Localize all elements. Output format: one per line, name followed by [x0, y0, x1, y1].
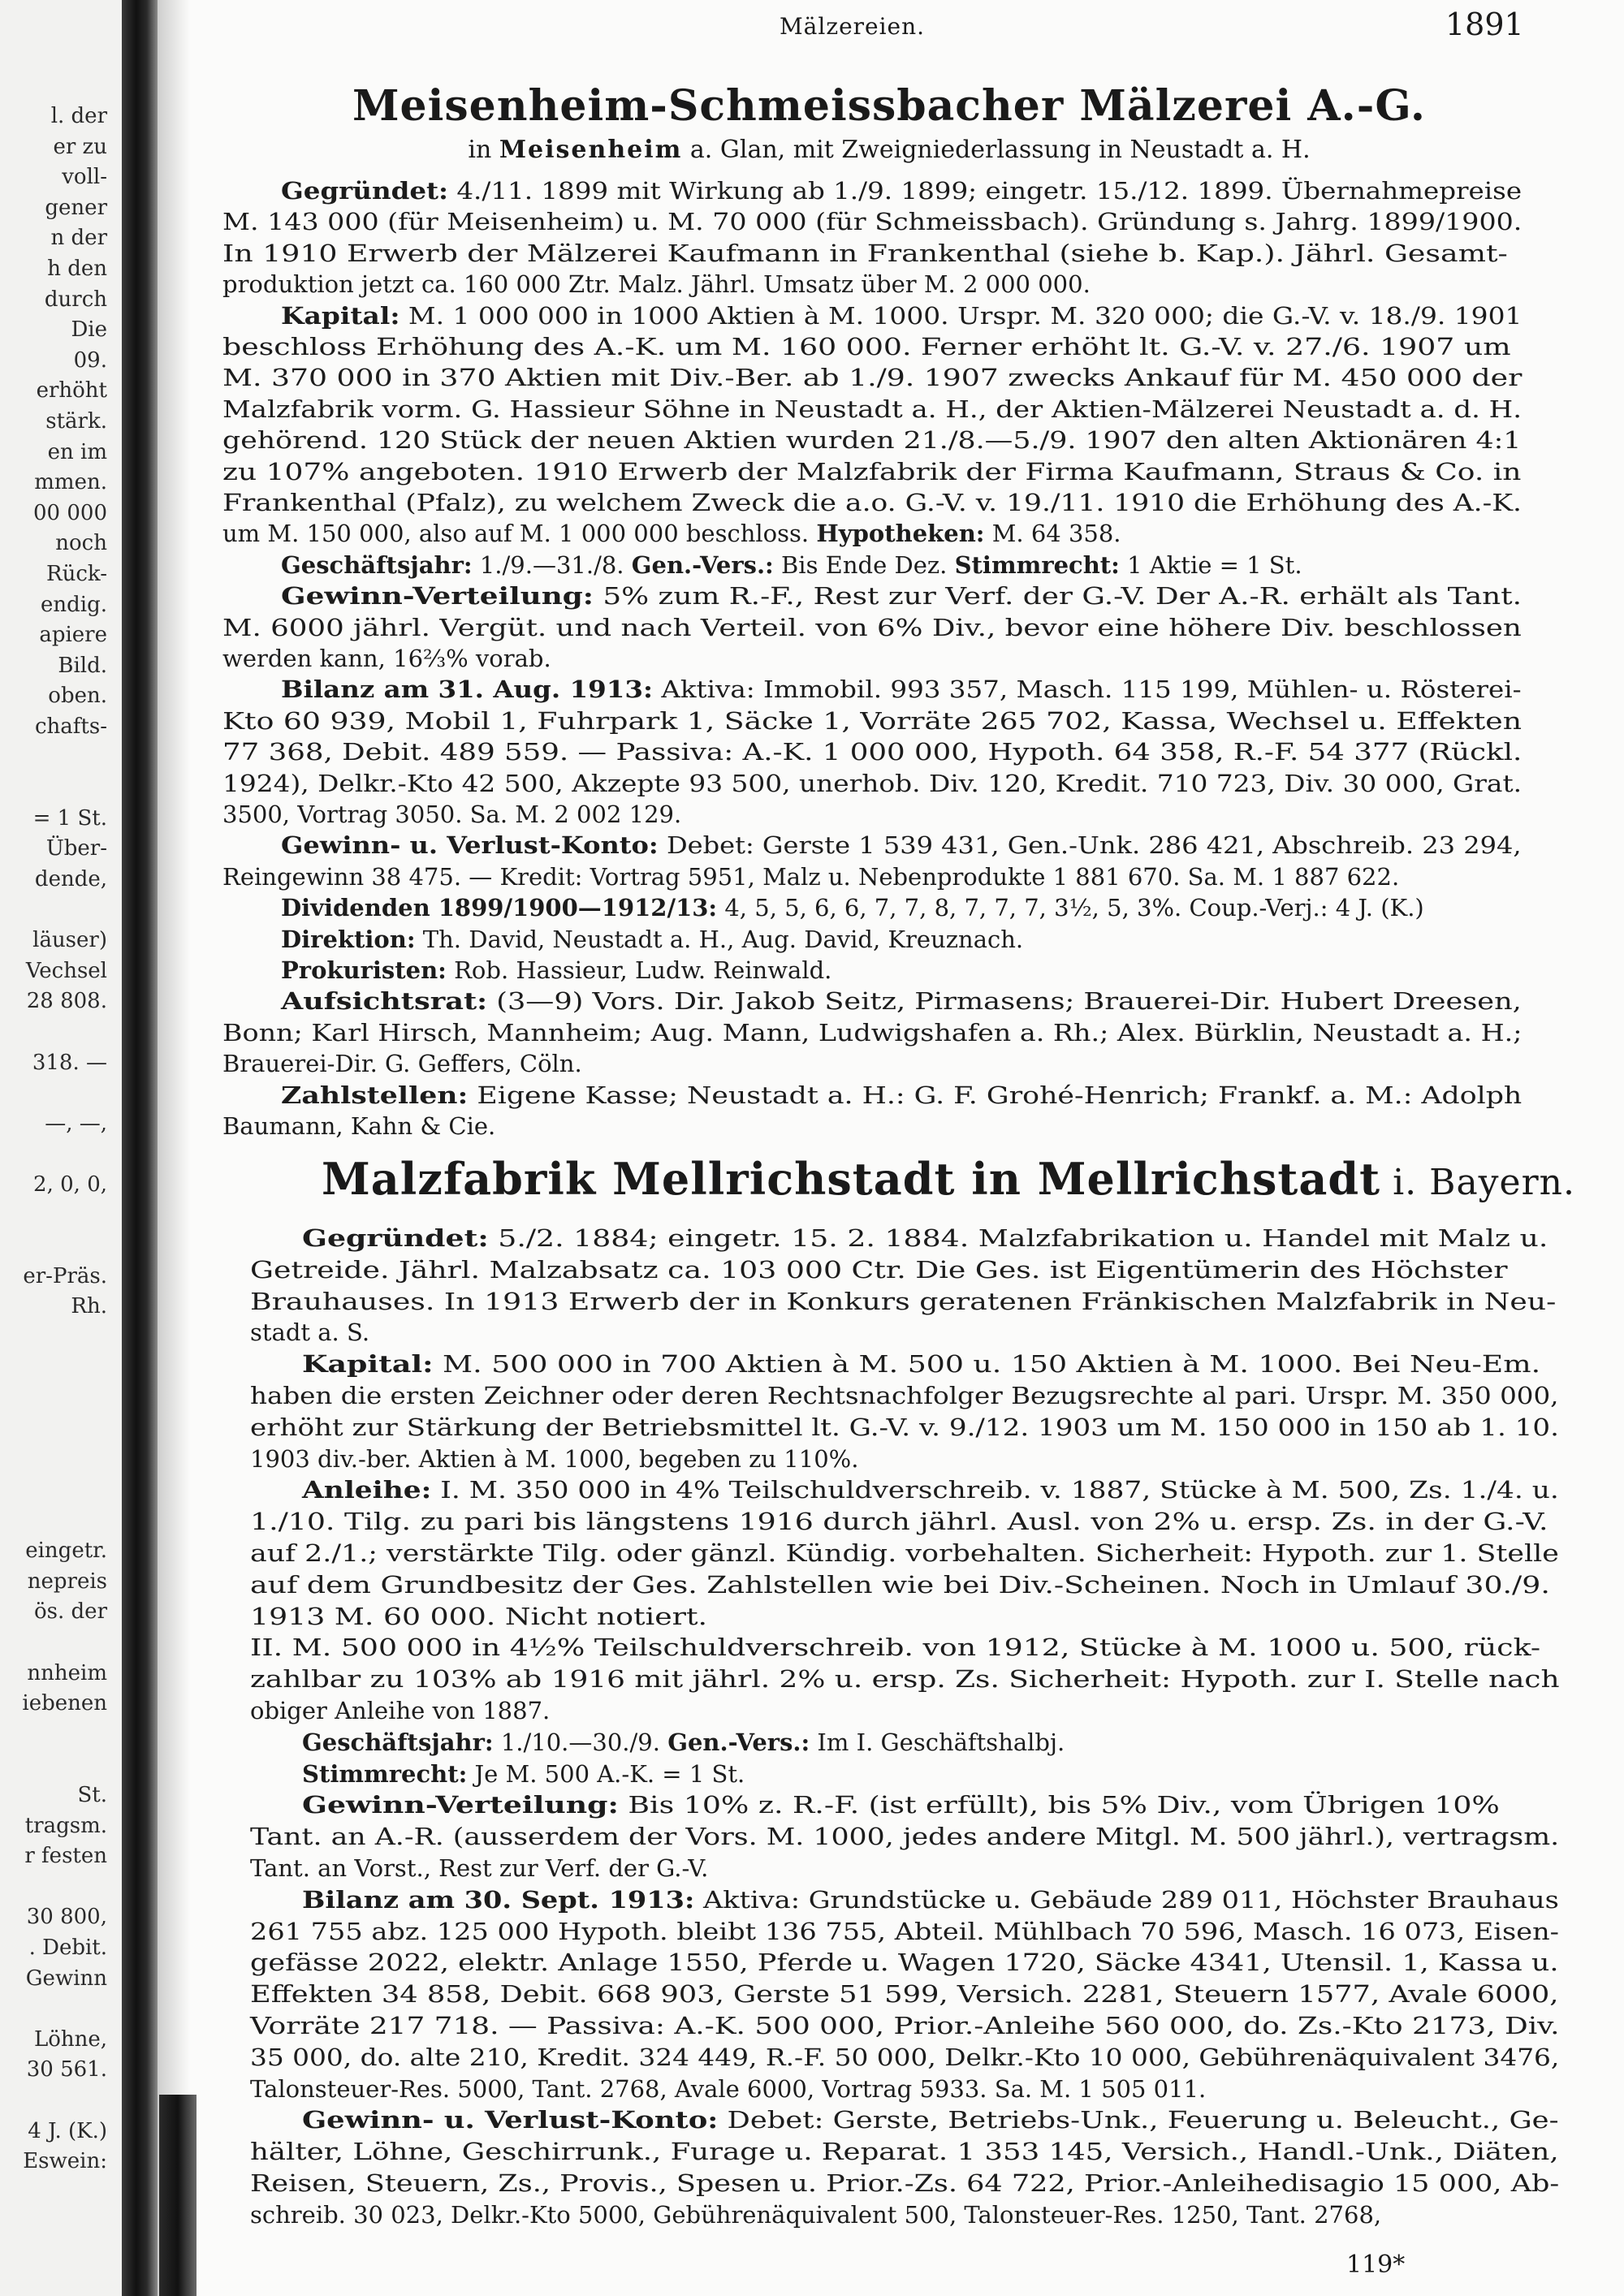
text-line [222, 707, 1522, 735]
field-label: Anleihe: [302, 1476, 432, 1504]
field-label: Gen.-Vers.: [667, 1728, 810, 1756]
field-text: Tant. an Vorst., Rest zur Verf. der G.-V. [250, 1854, 709, 1882]
text-line [222, 395, 1522, 423]
text-line [250, 1634, 1540, 1661]
field-label: Bilanz am 30. Sept. 1913: [302, 1885, 695, 1914]
previous-page-fragment: voll- [62, 165, 107, 190]
text-line [250, 2044, 1559, 2071]
previous-page-fragment: r festen [24, 1844, 107, 1869]
field-text: M. 6000 jährl. Vergüt. und nach Verteil. von 6% Div., bevor eine höhere Div. beschlossen [222, 613, 1522, 641]
field-text: Reingewinn 38 475. — Kredit: Vortrag 5951, Malz u. Nebenprodukte 1 881 670. Sa. M. 1 887 622. [222, 862, 1400, 891]
previous-page-fragment: endig. [41, 592, 107, 617]
field-text: M. 370 000 in 370 Aktien mit Div.-Ber. ab 1./9. 1907 zwecks Ankauf für M. 450 000 der [222, 364, 1522, 392]
text-line [250, 1539, 1559, 1567]
text-line [250, 1980, 1558, 2008]
field-label: Direktion: [281, 925, 416, 953]
field-label: Kapital: [302, 1350, 434, 1379]
text-line [250, 2012, 1560, 2039]
field-text: Je M. 500 A.-K. = 1 St. [467, 1759, 745, 1788]
text-line [250, 1288, 1556, 1315]
text-line [250, 1665, 1560, 1693]
field-text: 261 755 abz. 125 000 Hypoth. bleibt 136 755, Abteil. Mühlbach 70 596, Masch. 16 073, Eisen- [250, 1917, 1560, 1945]
field-text: M. 1 000 000 in 1000 Aktien à M. 1000. Urspr. M. 320 000; die G.-V. v. 18./9. 1901 [400, 301, 1522, 330]
field-text: Rob. Hassieur, Ludw. Reinwald. [446, 956, 832, 984]
previous-page-fragment: stärk. [45, 409, 107, 434]
field-text: zahlbar zu 103% ab 1916 mit jährl. 2% u. ersp. Zs. Sicherheit: Hypoth. zur I. Stelle nach [250, 1665, 1560, 1694]
previous-page-fragment: tragsm. [24, 1813, 107, 1838]
previous-page-fragment: h den [47, 257, 107, 281]
previous-page-fragment: 28 808. [26, 989, 107, 1014]
previous-page-fragment: Bild. [58, 653, 107, 678]
previous-page-fragment: Löhne, [33, 2026, 107, 2052]
previous-page-fragment: dende, [34, 867, 107, 891]
company-title-main: Malzfabrik Mellrichstadt in Mellrichstadt [322, 1153, 1381, 1205]
text-line [281, 675, 1522, 703]
field-text: hälter, Löhne, Geschirrunk., Furage u. Reparat. 1 353 145, Versich., Handl.-Unk., Diäten, [250, 2138, 1559, 2166]
field-text: Th. David, Neustadt a. H., Aug. David, Kreuznach. [415, 925, 1024, 953]
previous-page-fragment: ös. der [34, 1599, 107, 1625]
field-text: M. 64 358. [984, 520, 1121, 548]
previous-page-fragment: 4 J. (K.) [28, 2118, 107, 2143]
text-line [302, 1791, 1500, 1819]
field-text: Getreide. Jährl. Malzabsatz ca. 103 000 Ctr. Die Ges. ist Eigentümerin des Höchster [250, 1255, 1508, 1284]
previous-page-fragment: Rück- [46, 562, 107, 586]
field-text: 4, 5, 5, 6, 6, 7, 7, 8, 7, 7, 7, 3½, 5, 3%. Coup.-Verj.: 4 J. (K.) [717, 894, 1424, 922]
field-text: Aktiva: Grundstücke u. Gebäude 289 011, Höchster Brauhaus [694, 1885, 1559, 1914]
text-line [302, 1224, 1548, 1252]
field-text: schreib. 30 023, Delkr.-Kto 5000, Gebührenäquivalent 500, Talonsteuer-Res. 1250, Tant. 2768, [250, 2200, 1382, 2229]
previous-page-fragment: n der [50, 226, 107, 251]
field-text: (3—9) Vors. Dir. Jakob Seitz, Pirmasens; Brauerei-Dir. Hubert Dreesen, [487, 987, 1522, 1016]
previous-page-fragment: Über- [45, 836, 107, 861]
text-line [222, 489, 1522, 516]
field-text: 5./2. 1884; eingetr. 15. 2. 1884. Malzfabrikation u. Handel mit Malz u. [488, 1224, 1548, 1252]
field-label: Hypotheken: [816, 520, 985, 548]
previous-page-fragment: 30 561. [26, 2057, 107, 2082]
text-line [281, 551, 1302, 579]
field-text: Aktiva: Immobil. 993 357, Masch. 115 199, Mühlen- u. Rösterei- [653, 675, 1522, 704]
page-number: 1891 [1445, 6, 1524, 42]
previous-page-fragment: St. [77, 1783, 107, 1807]
field-text: werden kann, 16⅔% vorab. [222, 645, 551, 672]
previous-page-fragment: 2, 0, 0, [33, 1172, 107, 1197]
previous-page-fragment: Gewinn [25, 1966, 107, 1991]
field-text: gehörend. 120 Stück der neuen Aktien wurden 21./8.—5./9. 1907 den alten Aktionären 4:1 [222, 426, 1522, 455]
field-text: 4./11. 1899 mit Wirkung ab 1./9. 1899; eingetr. 15./12. 1899. Übernahmepreise [448, 177, 1522, 205]
book-spine-shadow [122, 0, 158, 2296]
field-text: beschloss Erhöhung des A.-K. um M. 160 000. Ferner erhöht lt. G.-V. v. 27./6. 1907 um [222, 333, 1511, 360]
field-label: Aufsichtsrat: [281, 987, 488, 1016]
field-label: Prokuristen: [281, 956, 447, 984]
running-title: Mälzereien. [780, 13, 926, 40]
previous-page-fragment: en im [47, 439, 107, 464]
text-line [302, 1476, 1559, 1504]
text-line [250, 1256, 1508, 1284]
text-line [250, 1445, 858, 1473]
previous-page-fragment: läuser) [32, 928, 107, 953]
previous-page-fragment: gener [45, 195, 107, 220]
previous-page-fragment: apiere [39, 623, 107, 648]
text-line [250, 1697, 550, 1724]
field-text: Bis 10% z. R.-F. (ist erfüllt), bis 5% Div., vom Übrigen 10% [618, 1791, 1500, 1819]
field-label: Gewinn- u. Verlust-Konto: [302, 2106, 719, 2134]
text-line [222, 801, 681, 828]
text-line [281, 956, 831, 984]
text-line [222, 240, 1508, 267]
field-label: Gegründet: [302, 1224, 489, 1252]
company-title-mellrichstadt [322, 1153, 1624, 1205]
previous-page-fragment: durch [44, 287, 107, 312]
text-line [281, 1081, 1522, 1109]
field-text: I. M. 350 000 in 4% Teilschuldverschreib. v. 1887, Stücke à M. 500, Zs. 1./4. u. [431, 1476, 1559, 1504]
field-text: Tant. an A.-R. (ausserdem der Vors. M. 1000, jedes andere Mitgl. M. 500 jährl.), vertragsm. [250, 1823, 1560, 1851]
field-text: gefässe 2022, elektr. Anlage 1550, Pferde u. Wagen 1720, Säcke 4341, Utensil. 1, Kassa u. [250, 1949, 1559, 1977]
previous-page-fragment: mmen. [34, 470, 107, 495]
text-line [222, 863, 1399, 891]
field-label: Stimmrecht: [954, 550, 1120, 579]
previous-page-fragment: nepreis [27, 1569, 107, 1594]
text-line [222, 738, 1522, 766]
field-text: Eigene Kasse; Neustadt a. H.: G. F. Grohé-Henrich; Frankf. a. M.: Adolph [468, 1081, 1522, 1109]
location-prefix: in [468, 136, 492, 164]
field-text: 3500, Vortrag 3050. Sa. M. 2 002 129. [222, 801, 682, 828]
text-line [222, 333, 1511, 360]
text-line [222, 520, 1121, 547]
field-text: haben die ersten Zeichner oder deren Rechtsnachfolger Bezugsrechte al pari. Urspr. M. 350 000, [250, 1382, 1559, 1409]
text-line [250, 1413, 1559, 1441]
text-line [222, 770, 1522, 797]
text-line [250, 1318, 369, 1346]
field-text: M. 500 000 in 700 Aktien à M. 500 u. 150 Aktien à M. 1000. Bei Neu-Em. [433, 1350, 1541, 1379]
field-label: Geschäftsjahr: [281, 550, 473, 579]
field-text: In 1910 Erwerb der Mälzerei Kaufmann in Frankenthal (siehe b. Kap.). Jährl. Gesamt- [222, 239, 1508, 267]
text-line [250, 1918, 1559, 1945]
text-line [281, 302, 1522, 330]
text-line [222, 364, 1522, 391]
field-text: Kto 60 939, Mobil 1, Fuhrpark 1, Säcke 1, Vorräte 265 702, Kassa, Wechsel u. Effekten [222, 706, 1522, 735]
field-text: Bis Ende Dez. [773, 550, 955, 579]
field-label: Gen.-Vers.: [631, 550, 774, 579]
field-text: um M. 150 000, also auf M. 1 000 000 beschloss. [222, 520, 817, 548]
field-label: Gegründet: [281, 177, 449, 205]
previous-page-fragment: 00 000 [33, 500, 107, 525]
text-line [302, 1760, 745, 1788]
previous-page-fragment: chafts- [34, 714, 107, 739]
signature-mark: 119* [1346, 2251, 1406, 2279]
field-label: Dividenden 1899/1900—1912/13: [281, 894, 718, 922]
text-line [250, 1571, 1550, 1599]
previous-page-fragment: Die [71, 317, 107, 343]
text-line [222, 426, 1521, 454]
text-line [250, 1508, 1548, 1535]
text-line [222, 1050, 582, 1077]
text-line [222, 1112, 495, 1140]
previous-page-fragment: Eswein: [23, 2149, 107, 2174]
previous-page-fragment: = 1 St. [32, 805, 107, 831]
text-line [281, 177, 1522, 205]
text-line [281, 926, 1023, 953]
field-text: Frankenthal (Pfalz), zu welchem Zweck die a.o. G.-V. v. 19./11. 1910 die Erhöhung des A.-K. [222, 489, 1522, 516]
field-text: stadt a. S. [250, 1318, 370, 1347]
text-line [250, 1823, 1559, 1850]
field-text: Baumann, Kahn & Cie. [222, 1112, 496, 1140]
text-line [250, 2138, 1559, 2165]
text-line [222, 1019, 1522, 1047]
previous-page-fragment: nnheim [27, 1660, 107, 1685]
text-line [222, 208, 1522, 235]
text-line [281, 894, 1424, 921]
field-label: Stimmrecht: [302, 1759, 468, 1788]
text-line [250, 2075, 1206, 2103]
field-text: Vorräte 217 718. — Passiva: A.-K. 500 000, Prior.-Anleihe 560 000, do. Zs.-Kto 2173, Div. [250, 2012, 1560, 2039]
field-text: M. 143 000 (für Meisenheim) u. M. 70 000 (für Schmeissbach). Gründung s. Jahrg. 1899/1900. [222, 208, 1522, 236]
text-line [302, 1886, 1559, 1914]
company-title-suffix: i. Bayern. [1380, 1162, 1575, 1203]
field-text: Bonn; Karl Hirsch, Mannheim; Aug. Mann, Ludwigshafen a. Rh.; Alex. Bürklin, Neustadt a. H.; [222, 1018, 1522, 1047]
field-text: auf 2./1.; verstärkte Tilg. oder gänzl. Kündig. vorbehalten. Sicherheit: Hypoth. zur 1. Stelle [250, 1539, 1559, 1567]
field-text: II. M. 500 000 in 4½% Teilschuldverschreib. von 1912, Stücke à M. 1000 u. 500, rück- [250, 1634, 1541, 1662]
field-text: 1./10.—30./9. [493, 1728, 668, 1756]
field-label: Kapital: [281, 301, 400, 330]
company-title-meisenheim: Meisenheim-Schmeissbacher Mälzerei A.-G. [352, 81, 1426, 131]
field-label: Zahlstellen: [281, 1081, 469, 1109]
field-text: 1./10. Tilg. zu pari bis längstens 1916 durch jährl. Ausl. von 2% u. ersp. Zs. in der G.-V. [250, 1508, 1548, 1536]
previous-page-fragment: 09. [73, 347, 107, 373]
field-text: 35 000, do. alte 210, Kredit. 324 449, R.-F. 50 000, Delkr.-Kto 10 000, Gebührenäquivalent 3476, [250, 2043, 1560, 2071]
text-line [250, 2201, 1381, 2229]
text-line [302, 1728, 1065, 1756]
field-text: Effekten 34 858, Debit. 668 903, Gerste 51 599, Versich. 2281, Steuern 1577, Avale 6000, [250, 1980, 1559, 2009]
field-text: Talonsteuer-Res. 5000, Tant. 2768, Avale 6000, Vortrag 5933. Sa. M. 1 505 011. [250, 2074, 1207, 2103]
field-label: Geschäftsjahr: [302, 1728, 494, 1756]
field-text: Brauerei-Dir. G. Geffers, Cöln. [222, 1050, 582, 1078]
previous-page-fragment: iebenen [22, 1691, 107, 1716]
field-text: zu 107% angeboten. 1910 Erwerb der Malzfabrik der Firma Kaufmann, Straus & Co. in [222, 457, 1522, 486]
text-line [281, 987, 1522, 1015]
previous-page-fragment: Vechsel [25, 958, 107, 983]
field-text: Debet: Gerste 1 539 431, Gen.-Unk. 286 421, Abschreib. 23 294, [658, 831, 1522, 860]
field-text: 1913 M. 60 000. Nicht notiert. [250, 1602, 708, 1630]
text-line [281, 831, 1522, 859]
text-line [302, 2106, 1559, 2134]
field-text: 1./9.—31./8. [472, 550, 632, 579]
text-line [222, 614, 1522, 641]
field-label: Gewinn-Verteilung: [281, 582, 594, 611]
text-line [302, 1350, 1540, 1378]
previous-page-fragment: 318. — [32, 1050, 107, 1075]
lower-gutter-shadow [159, 2095, 197, 2296]
field-text: produktion jetzt ca. 160 000 Ztr. Malz. Jährl. Umsatz über M. 2 000 000. [222, 270, 1091, 299]
field-text: erhöht zur Stärkung der Betriebsmittel lt. G.-V. v. 9./12. 1903 um M. 150 000 in 150 ab 1. 10. [250, 1413, 1559, 1441]
text-line [250, 1949, 1559, 1976]
previous-page-fragment: Rh. [71, 1294, 107, 1319]
field-label: Bilanz am 31. Aug. 1913: [281, 675, 654, 704]
previous-page-fragment: —, —, [45, 1111, 107, 1136]
text-line [222, 645, 551, 672]
text-line [250, 1382, 1559, 1409]
text-line [250, 1603, 707, 1630]
text-line [250, 1854, 708, 1882]
gutter-shadow [158, 0, 190, 2296]
previous-page-fragment: l. der [50, 104, 107, 128]
field-text: obiger Anleihe von 1887. [250, 1697, 551, 1724]
field-text: 1903 div.-ber. Aktien à M. 1000, begeben zu 110%. [250, 1444, 859, 1473]
field-label: Gewinn-Verteilung: [302, 1791, 619, 1819]
field-text: 1924), Delkr.-Kto 42 500, Akzepte 93 500, unerhob. Div. 120, Kredit. 710 723, Div. 30 000, Grat. [222, 769, 1522, 797]
previous-page-fragment: 30 800, [26, 1905, 107, 1930]
field-text: auf dem Grundbesitz der Ges. Zahlstellen wie bei Div.-Scheinen. Noch in Umlauf 30./9. [250, 1570, 1550, 1599]
previous-page-fragment: . Debit. [28, 1936, 107, 1960]
field-text: Im I. Geschäftshalbj. [810, 1728, 1065, 1756]
text-line [222, 270, 1091, 298]
field-text: Reisen, Steuern, Zs., Provis., Spesen u. Prior.-Zs. 64 722, Prior.-Anleihedisagio 15 000, Ab- [250, 2169, 1560, 2197]
field-label: Gewinn- u. Verlust-Konto: [281, 831, 659, 860]
field-text: 77 368, Debit. 489 559. — Passiva: A.-K. 1 000 000, Hypoth. 64 358, R.-F. 54 377 (Rückl. [222, 738, 1522, 766]
company-location-meisenheim [219, 136, 1559, 164]
previous-page-fragment: er-Präs. [23, 1263, 107, 1288]
previous-page-fragment: eingetr. [25, 1539, 107, 1564]
location-town: Meisenheim [499, 136, 683, 164]
text-line [281, 582, 1522, 610]
field-text: 5% zum R.-F., Rest zur Verf. der G.-V. Der A.-R. erhält als Tant. [593, 582, 1522, 611]
previous-page-fragment: er zu [53, 134, 107, 159]
previous-page-fragment: erhöht [36, 378, 107, 404]
field-text: 1 Aktie = 1 St. [1119, 550, 1302, 579]
location-suffix: a. Glan, mit Zweigniederlassung in Neustadt a. H. [689, 136, 1311, 164]
field-text: Brauhauses. In 1913 Erwerb der in Konkurs geratenen Fränkischen Malzfabrik in Neu- [250, 1287, 1557, 1315]
previous-page-fragment: noch [55, 531, 107, 556]
field-text: Debet: Gerste, Betriebs-Unk., Feuerung u. Beleucht., Ge- [718, 2106, 1559, 2134]
field-text: Malzfabrik vorm. G. Hassieur Söhne in Neustadt a. H., der Aktien-Mälzerei Neustadt a. d. H. [222, 395, 1522, 423]
previous-page-fragment: oben. [48, 684, 107, 709]
text-line [250, 2169, 1559, 2197]
previous-page-edge [0, 0, 122, 2296]
text-line [222, 458, 1521, 486]
